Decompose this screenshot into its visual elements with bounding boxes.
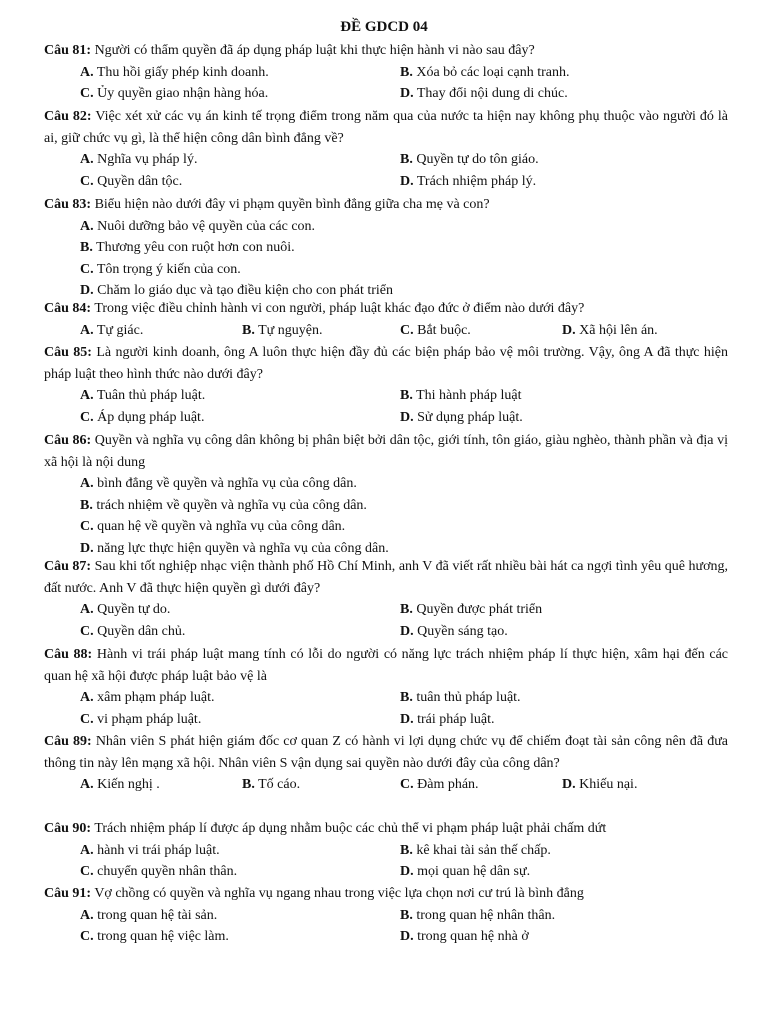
question-90 bbox=[44, 818, 728, 883]
options-row bbox=[44, 473, 728, 495]
options-row bbox=[44, 259, 728, 281]
options-row bbox=[44, 621, 728, 643]
options-row bbox=[44, 216, 728, 238]
question-83 bbox=[44, 194, 728, 302]
question-text: Sau khi tốt nghiệp nhạc viện thành phố Hồ Chí Minh, anh V đã viết rất nhiều bài hát ca ngợi tình yêu quê hương, đất nước. Anh V đã thực hiện quyền gì dưới đây? bbox=[44, 559, 729, 596]
option-c[interactable]: C. chuyển quyền nhân thân. bbox=[80, 864, 238, 880]
question-text: Người có thẩm quyền đã áp dụng pháp luật khi thực hiện hành vi nào sau đây? bbox=[94, 43, 535, 58]
options-row bbox=[44, 926, 728, 948]
option-b[interactable]: B. Xóa bỏ các loại cạnh tranh. bbox=[400, 64, 570, 80]
option-c[interactable]: C. trong quan hệ việc làm. bbox=[80, 929, 229, 945]
options-row bbox=[44, 905, 728, 927]
option-d[interactable]: D. Sử dụng pháp luật. bbox=[400, 409, 523, 425]
option-a[interactable]: A. Quyền tự do. bbox=[80, 602, 171, 618]
question-text: Trong việc điều chỉnh hành vi con người, pháp luật khác đạo đức ở điểm nào dưới đây? bbox=[94, 301, 585, 316]
options-row bbox=[44, 320, 728, 342]
option-d[interactable]: D. Chăm lo giáo dục và tạo điều kiện cho con phát triển bbox=[80, 283, 393, 299]
options-row bbox=[44, 599, 728, 621]
option-a[interactable]: A. bình đẳng về quyền và nghĩa vụ của công dân. bbox=[80, 476, 357, 492]
option-a[interactable]: A. trong quan hệ tài sản. bbox=[80, 907, 218, 923]
question-text: Vợ chồng có quyền và nghĩa vụ ngang nhau trong việc lựa chọn nơi cư trú là bình đẳng bbox=[94, 886, 584, 901]
question-number: Câu 88: bbox=[44, 647, 93, 662]
options-row bbox=[44, 407, 728, 429]
option-b[interactable]: B. trong quan hệ nhân thân. bbox=[400, 907, 556, 923]
option-a[interactable]: A. Nghĩa vụ pháp lý. bbox=[80, 152, 198, 168]
question-stem bbox=[44, 883, 728, 905]
options-row bbox=[44, 385, 728, 407]
question-81 bbox=[44, 40, 728, 105]
question-text: Nhân viên S phát hiện giám đốc cơ quan Z có hành vi lợi dụng chức vụ để chiếm đoạt tài sản công nên đã đưa thông tin này lên mạng xã hội. Nhân viên S vận dụng sai quyền nào dưới đây của công dân? bbox=[44, 734, 729, 771]
option-b[interactable]: B. kê khai tài sản thế chấp. bbox=[400, 842, 551, 858]
option-c[interactable]: C. Bắt buộc. bbox=[400, 322, 471, 338]
question-85 bbox=[44, 342, 728, 428]
option-d[interactable]: D. trái pháp luật. bbox=[400, 711, 495, 727]
option-d[interactable]: D. Quyền sáng tạo. bbox=[400, 623, 508, 639]
question-text: Biểu hiện nào dưới đây vi phạm quyền bình đẳng giữa cha mẹ và con? bbox=[94, 197, 490, 212]
options-row bbox=[44, 840, 728, 862]
options-row bbox=[44, 687, 728, 709]
question-number: Câu 83: bbox=[44, 197, 92, 212]
options-row bbox=[44, 774, 728, 796]
option-d[interactable]: D. Trách nhiệm pháp lý. bbox=[400, 173, 537, 189]
options-row bbox=[44, 171, 728, 193]
question-stem bbox=[44, 106, 728, 149]
option-d[interactable]: D. trong quan hệ nhà ở bbox=[400, 929, 529, 945]
question-stem bbox=[44, 556, 728, 599]
option-c[interactable]: C. Quyền dân tộc. bbox=[80, 173, 183, 189]
option-c[interactable]: C. Ủy quyền giao nhận hàng hóa. bbox=[80, 86, 269, 102]
option-d[interactable]: D. mọi quan hệ dân sự. bbox=[400, 864, 531, 880]
question-number: Câu 90: bbox=[44, 821, 92, 836]
option-a[interactable]: A. xâm phạm pháp luật. bbox=[80, 690, 215, 706]
option-a[interactable]: A. Thu hồi giấy phép kinh doanh. bbox=[80, 64, 269, 80]
question-number: Câu 86: bbox=[44, 433, 92, 448]
question-stem bbox=[44, 298, 728, 320]
option-c[interactable]: C. Đàm phán. bbox=[400, 777, 479, 793]
question-88 bbox=[44, 644, 728, 730]
question-text: Quyền và nghĩa vụ công dân không bị phân biệt bởi dân tộc, giới tính, tôn giáo, giàu nghèo, thành phần và địa vị xã hội là nội dung bbox=[44, 433, 729, 470]
option-b[interactable]: B. Quyền được phát triển bbox=[400, 602, 543, 618]
option-b[interactable]: B. Thương yêu con ruột hơn con nuôi. bbox=[80, 240, 295, 256]
question-stem bbox=[44, 430, 728, 473]
options-row bbox=[44, 237, 728, 259]
options-row bbox=[44, 516, 728, 538]
question-text: Là người kinh doanh, ông A luôn thực hiện đầy đủ các biện pháp bảo vệ môi trường. Vậy, ông A đã thực hiện pháp luật theo hình thức nào dưới đây? bbox=[44, 345, 728, 382]
option-a[interactable]: A. Tuân thủ pháp luật. bbox=[80, 388, 206, 404]
question-stem bbox=[44, 342, 728, 385]
options-row bbox=[44, 83, 728, 105]
options-row bbox=[44, 495, 728, 517]
option-b[interactable]: B. Quyền tự do tôn giáo. bbox=[400, 152, 539, 168]
options-row bbox=[44, 62, 728, 84]
option-d[interactable]: D. Xã hội lên án. bbox=[562, 322, 658, 338]
option-b[interactable]: B. Thi hành pháp luật bbox=[400, 388, 522, 404]
option-c[interactable]: C. Tôn trọng ý kiến của con. bbox=[80, 261, 241, 277]
exam-title: ĐỀ GDCD 04 bbox=[340, 19, 428, 35]
question-stem bbox=[44, 818, 728, 840]
option-d[interactable]: D. Khiếu nại. bbox=[562, 777, 638, 793]
question-stem bbox=[44, 40, 728, 62]
question-stem bbox=[44, 644, 728, 687]
options-row bbox=[44, 861, 728, 883]
question-number: Câu 81: bbox=[44, 43, 92, 58]
question-91 bbox=[44, 883, 728, 948]
question-number: Câu 91: bbox=[44, 886, 92, 901]
question-82 bbox=[44, 106, 728, 192]
option-d[interactable]: D. Thay đổi nội dung di chúc. bbox=[400, 86, 568, 102]
question-stem bbox=[44, 731, 728, 774]
options-row bbox=[44, 149, 728, 171]
question-stem bbox=[44, 194, 728, 216]
question-87 bbox=[44, 556, 728, 642]
question-number: Câu 85: bbox=[44, 345, 92, 360]
question-86 bbox=[44, 430, 728, 560]
question-84 bbox=[44, 298, 728, 341]
option-b[interactable]: B. Tự nguyện. bbox=[242, 322, 323, 338]
option-a[interactable]: A. Kiến nghị . bbox=[80, 777, 160, 793]
option-b[interactable]: B. Tố cáo. bbox=[242, 777, 301, 793]
option-d[interactable]: D. năng lực thực hiện quyền và nghĩa vụ của công dân. bbox=[80, 540, 389, 556]
option-b[interactable]: B. trách nhiệm về quyền và nghĩa vụ của công dân. bbox=[80, 497, 367, 513]
question-text: Việc xét xử các vụ án kinh tế trọng điểm trong năm qua của nước ta hiện nay không phụ thuộc vào người đó là ai, giữ chức vụ gì, là thể hiện công dân bình đẳng về? bbox=[44, 109, 728, 146]
option-c[interactable]: C. vi phạm pháp luật. bbox=[80, 711, 202, 727]
option-a[interactable]: A. Tự giác. bbox=[80, 322, 144, 338]
option-c[interactable]: C. quan hệ về quyền và nghĩa vụ của công dân. bbox=[80, 519, 346, 535]
option-c[interactable]: C. Áp dụng pháp luật. bbox=[80, 409, 205, 425]
option-b[interactable]: B. tuân thủ pháp luật. bbox=[400, 690, 521, 706]
question-number: Câu 87: bbox=[44, 559, 92, 574]
option-a[interactable]: A. Nuôi dưỡng bảo vệ quyền của các con. bbox=[80, 218, 316, 234]
question-number: Câu 89: bbox=[44, 734, 92, 749]
option-a[interactable]: A. hành vi trái pháp luật. bbox=[80, 842, 220, 858]
question-number: Câu 82: bbox=[44, 109, 92, 124]
question-text: Trách nhiệm pháp lí được áp dụng nhằm buộc các chủ thể vi phạm pháp luật phải chấm dứt bbox=[94, 821, 607, 836]
question-89 bbox=[44, 731, 728, 796]
question-number: Câu 84: bbox=[44, 301, 92, 316]
option-c[interactable]: C. Quyền dân chủ. bbox=[80, 623, 186, 639]
question-text: Hành vi trái pháp luật mang tính có lỗi do người có năng lực trách nhiệm pháp lí thực hiện, xâm hại đến các quan hệ xã hội được pháp luật bảo vệ là bbox=[44, 647, 729, 684]
options-row bbox=[44, 709, 728, 731]
